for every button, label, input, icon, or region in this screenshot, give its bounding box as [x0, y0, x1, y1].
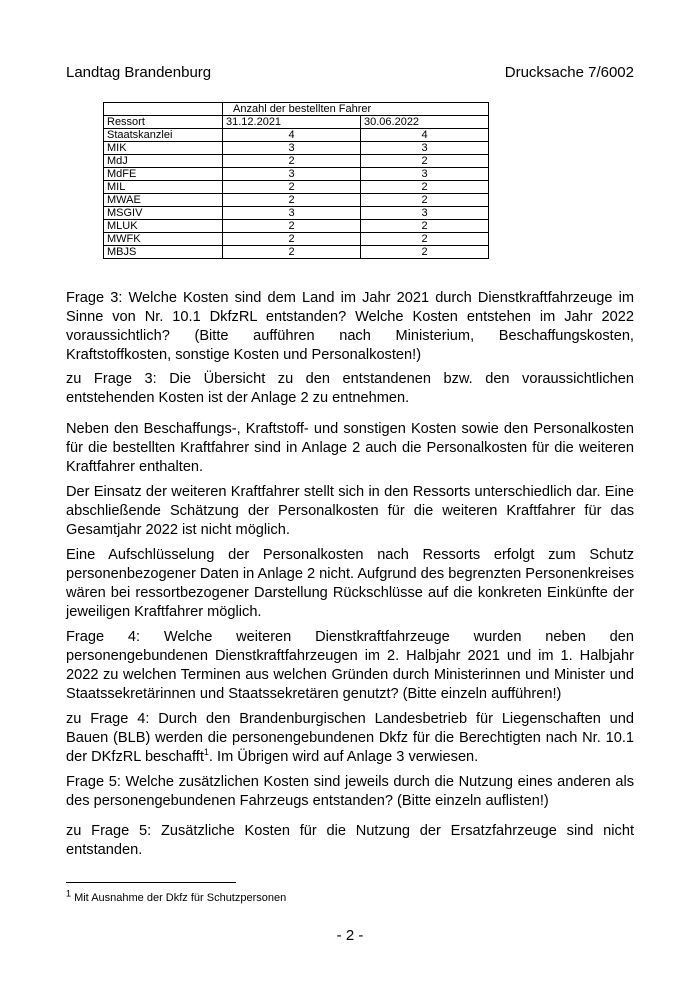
paragraph-answer-5: zu Frage 5: Zusätzliche Kosten für die Nutzung der Ersatzfahrzeuge sind nicht entstanden. [66, 823, 634, 858]
table-caption: Anzahl der bestellten Fahrer [223, 103, 489, 116]
paragraph-answer-4: zu Frage 4: Durch den Brandenburgischen Landesbetrieb für Liegenschaften und Bauen (BLB) werden die personengebundenen Dkfz für die Berechtigten nach Nr. 10.1 der DKfzRL beschafft$^1$. Im Übrigen wird auf Anlage 3 verwiesen. [66, 711, 634, 765]
paragraph-deployment: Der Einsatz der weiteren Kraftfahrer stellt sich in den Ressorts unterschiedlich dar. Eine abschließende Schätzung der Personalkosten für die weiteren Kraftfahrer für das Gesamtjahr 2022 ist nicht möglich. [66, 484, 634, 538]
table-row: Staatskanzlei 4 4 [104, 129, 489, 142]
table-header-row [104, 116, 489, 129]
table-caption-row [104, 103, 489, 116]
footnote-reference: 1 [203, 747, 209, 758]
table-row: MIK 3 3 [104, 142, 489, 155]
drivers-table [103, 102, 489, 259]
paragraph-answer-3: zu Frage 3: Die Übersicht zu den entstandenen bzw. den voraussichtlichen entstehenden Kosten ist der Anlage 2 zu entnehmen. [66, 371, 634, 406]
table-row: MWFK 2 2 [104, 233, 489, 246]
page-number: - 2 - [336, 927, 364, 944]
table-row: MWAE 2 2 [104, 194, 489, 207]
footnote-divider [66, 882, 236, 883]
table-row: MLUK 2 2 [104, 220, 489, 233]
paragraph-question-3: Frage 3: Welche Kosten sind dem Land im Jahr 2021 durch Dienstkraftfahrzeuge im Sinne von Nr. 10.1 DkfzRL entstanden? Welche Kosten entstehen im Jahr 2022 voraussichtlich? (Bitte aufführen nach Ministerium, Beschaffungskosten, Kraftstoffkosten, sonstige Kosten und Personalkosten!) [66, 290, 634, 363]
table-row: MIL 2 2 [104, 181, 489, 194]
table-row: MdFE 3 3 [104, 168, 489, 181]
column-header: 31.12.2021 [223, 116, 361, 129]
column-header: 30.06.2022 [361, 116, 489, 129]
header-title: Landtag Brandenburg [66, 64, 212, 81]
footnote-text: Mit Ausnahme der Dkfz für Schutzpersonen [74, 892, 287, 904]
paragraph-costs: Neben den Beschaffungs-, Kraftstoff- und sonstigen Kosten sowie den Personalkosten für die bestellten Kraftfahrer sind in Anlage 2 auch die Personalkosten für die weiteren Kraftfahrer enthalten. [66, 421, 634, 475]
paragraph-breakdown: Eine Aufschlüsselung der Personalkosten nach Ressorts erfolgt zum Schutz personenbezogener Daten in Anlage 2 nicht. Aufgrund des begrenzten Personenkreises wären bei ressortbezogener Darstellung Rückschlüsse auf die konkreten Einkünfte der jeweiligen Kraftfahrer möglich. [66, 547, 634, 620]
paragraph-question-5: Frage 5: Welche zusätzlichen Kosten sind jeweils durch die Nutzung eines anderen als des personengebundenen Fahrzeugs entstanden? (Bitte einzeln auflisten!) [66, 774, 634, 809]
table-row: MdJ 2 2 [104, 155, 489, 168]
table-row: MSGIV 3 3 [104, 207, 489, 220]
footnote [66, 888, 287, 904]
document-number: Drucksache 7/6002 [504, 64, 634, 81]
column-header: Ressort [104, 116, 223, 129]
footnote-mark: 1 [66, 888, 72, 899]
table-row: MBJS 2 2 [104, 246, 489, 259]
paragraph-question-4: Frage 4: Welche weiteren Dienstkraftfahrzeuge wurden neben den personengebundenen Dienstkraftfahrzeugen im 2. Halbjahr 2021 und im 1. Halbjahr 2022 zu welchen Terminen aus welchen Gründen durch Ministerinnen und Minister und Staatssekretärinnen und Staatssekretären genutzt? (Bitte einzeln aufführen!) [66, 629, 634, 702]
